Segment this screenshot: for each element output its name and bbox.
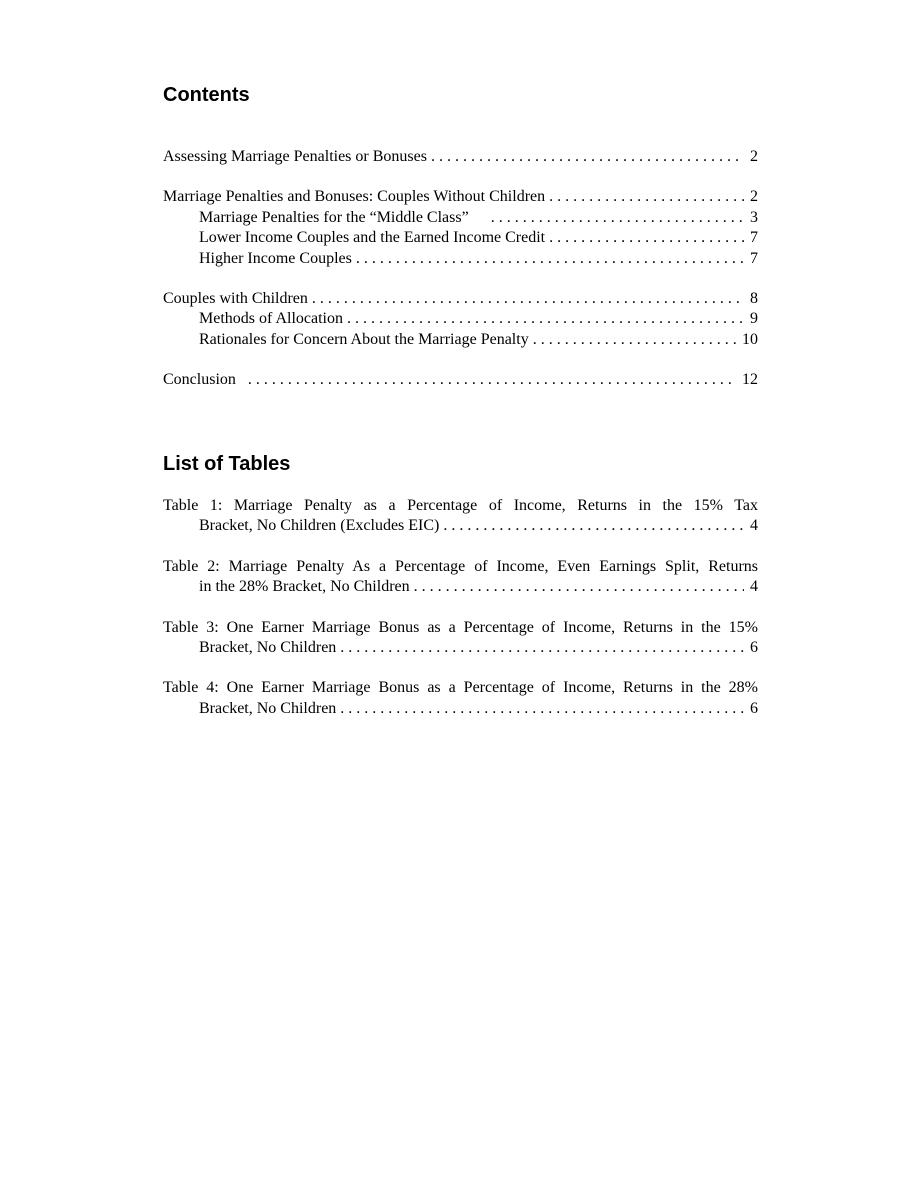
table-entry-title-cont: Bracket, No Children bbox=[199, 638, 337, 656]
dot-leader bbox=[533, 330, 736, 350]
toc-entry-title: Methods of Allocation bbox=[199, 310, 343, 328]
dot-leader bbox=[549, 228, 744, 248]
dot-leader bbox=[248, 370, 736, 390]
table-entry-4[interactable] bbox=[163, 678, 758, 719]
list-of-tables-heading: List of Tables bbox=[163, 453, 291, 475]
toc-entry-title: Lower Income Couples and the Earned Income Credit bbox=[199, 229, 546, 247]
contents-group bbox=[163, 370, 758, 390]
toc-entry-title: Assessing Marriage Penalties or Bonuses bbox=[163, 148, 427, 165]
dot-leader bbox=[356, 249, 744, 269]
table-entry-title: Table 4: One Earner Marriage Bonus as a Percentage of Income, Returns in the 28% bbox=[163, 679, 758, 697]
dot-leader bbox=[347, 309, 744, 329]
contents-group bbox=[163, 289, 758, 350]
dot-leader bbox=[431, 147, 744, 167]
toc-entry-methods[interactable] bbox=[163, 309, 758, 329]
toc-entry-conclusion[interactable] bbox=[163, 370, 758, 390]
contents-list bbox=[163, 147, 758, 411]
dot-leader bbox=[491, 208, 744, 228]
toc-entry-page: 3 bbox=[750, 208, 758, 226]
table-entry-page: 6 bbox=[750, 638, 758, 656]
tables-list bbox=[163, 496, 758, 739]
dot-leader bbox=[414, 577, 744, 597]
toc-entry-page: 8 bbox=[750, 289, 758, 307]
dot-leader bbox=[443, 516, 744, 536]
table-entry-2[interactable] bbox=[163, 557, 758, 598]
table-entry-title: Table 2: Marriage Penalty As a Percentage of Income, Even Earnings Split, Returns bbox=[163, 557, 758, 575]
toc-entry-title: Rationales for Concern About the Marriage Penalty bbox=[199, 330, 529, 348]
table-entry-1[interactable] bbox=[163, 496, 758, 537]
table-entry-title-cont: Bracket, No Children (Excludes EIC) bbox=[199, 517, 440, 535]
toc-entry-without-children[interactable] bbox=[163, 187, 758, 207]
contents-heading: Contents bbox=[163, 84, 250, 106]
toc-entry-lower-income[interactable] bbox=[163, 228, 758, 248]
dot-leader bbox=[340, 699, 744, 719]
toc-entry-assessing[interactable] bbox=[163, 147, 758, 167]
toc-entry-middle-class[interactable] bbox=[163, 208, 758, 228]
table-entry-title-cont: in the 28% Bracket, No Children bbox=[199, 578, 410, 596]
dot-leader bbox=[340, 638, 744, 658]
table-entry-title-cont: Bracket, No Children bbox=[199, 699, 337, 717]
toc-entry-page: 9 bbox=[750, 310, 758, 328]
toc-entry-title: Couples with Children bbox=[163, 289, 308, 307]
table-entry-page: 4 bbox=[750, 517, 758, 535]
table-entry-title: Table 1: Marriage Penalty as a Percentage of Income, Returns in the 15% Tax bbox=[163, 497, 758, 514]
table-entry-3[interactable] bbox=[163, 618, 758, 659]
table-entry-title: Table 3: One Earner Marriage Bonus as a Percentage of Income, Returns in the 15% bbox=[163, 618, 758, 636]
contents-group bbox=[163, 187, 758, 269]
toc-entry-higher-income[interactable] bbox=[163, 249, 758, 269]
toc-entry-page: 7 bbox=[750, 229, 758, 247]
toc-entry-with-children[interactable] bbox=[163, 289, 758, 309]
contents-group bbox=[163, 147, 758, 167]
table-entry-page: 6 bbox=[750, 699, 758, 717]
toc-entry-title: Conclusion bbox=[163, 371, 236, 389]
toc-entry-page: 12 bbox=[742, 371, 758, 389]
toc-entry-page: 2 bbox=[750, 148, 758, 165]
toc-entry-page: 10 bbox=[742, 330, 758, 348]
dot-leader bbox=[312, 289, 744, 309]
toc-entry-title: Marriage Penalties and Bonuses: Couples Without Children bbox=[163, 188, 546, 206]
table-entry-page: 4 bbox=[750, 578, 758, 596]
toc-entry-page: 7 bbox=[750, 249, 758, 267]
toc-entry-rationales[interactable] bbox=[163, 330, 758, 350]
toc-entry-title: Higher Income Couples bbox=[199, 249, 352, 267]
toc-entry-page: 2 bbox=[750, 188, 758, 206]
dot-leader bbox=[549, 187, 744, 207]
toc-entry-title: Marriage Penalties for the “Middle Class” bbox=[199, 208, 469, 226]
